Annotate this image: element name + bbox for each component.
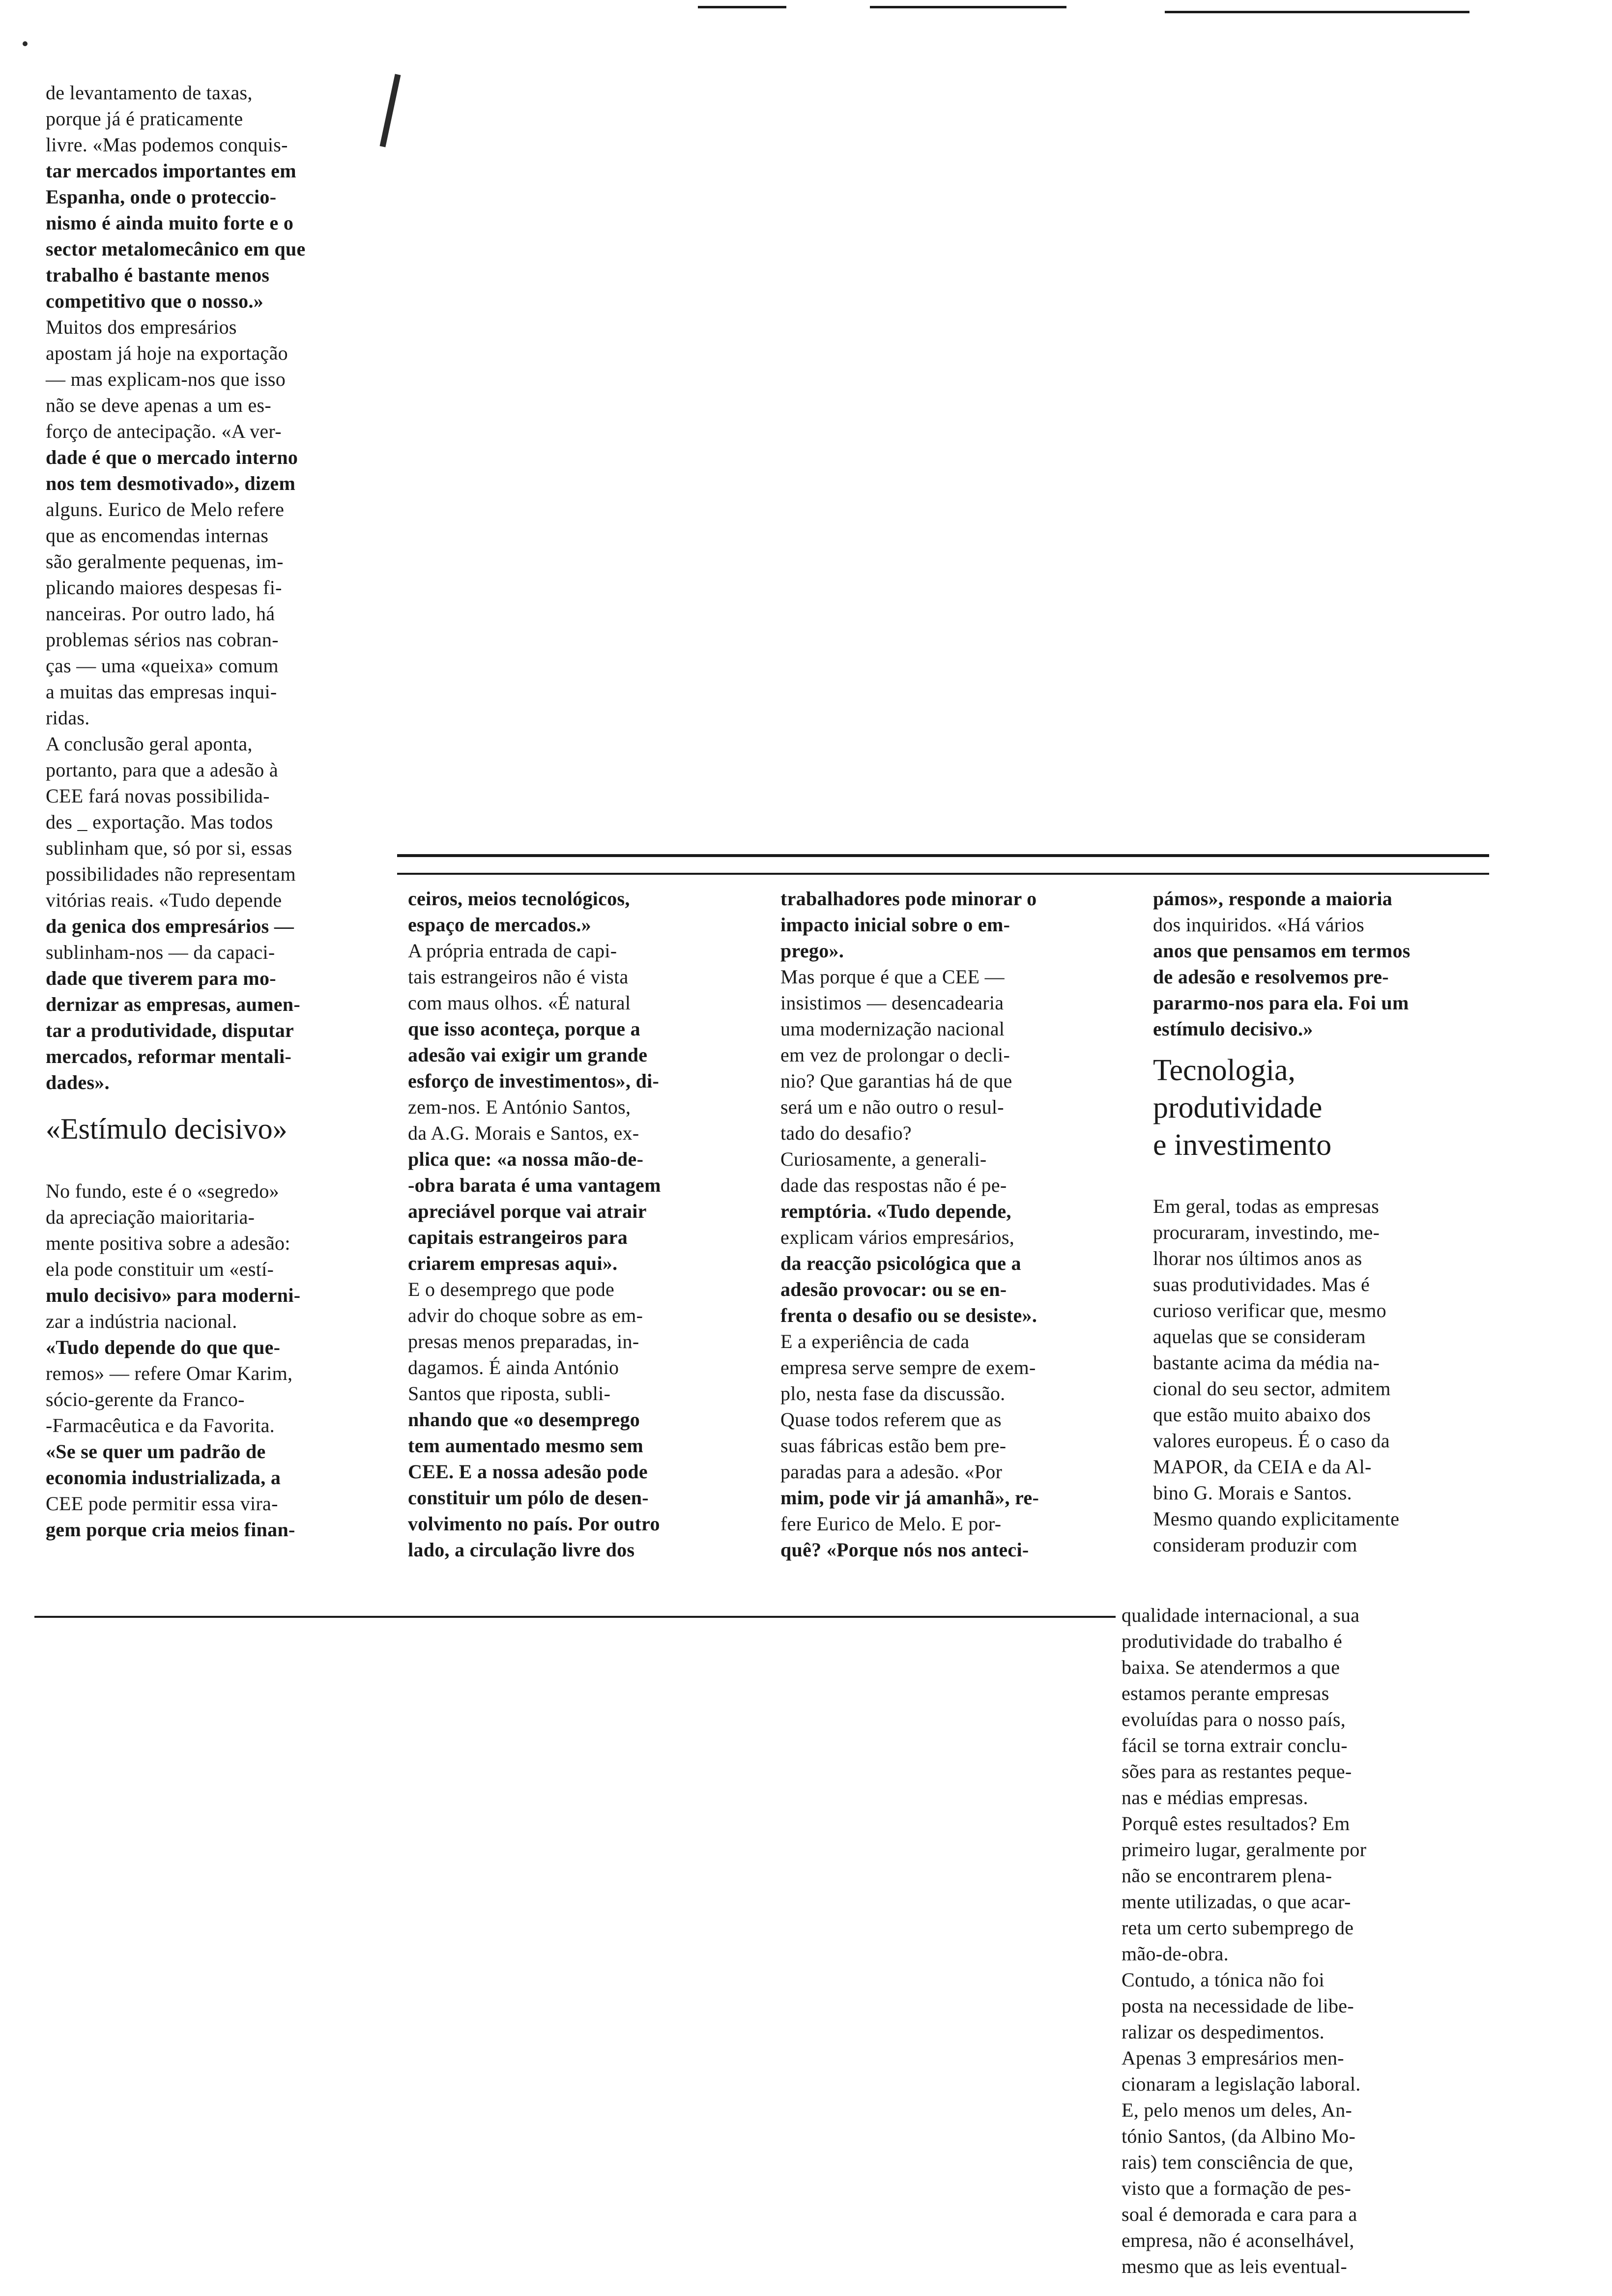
text-line: anos que pensamos em termos — [1153, 940, 1410, 962]
text-line: pararmo-nos para ela. Foi um — [1153, 992, 1409, 1014]
text-line: plo, nesta fase da discussão. — [780, 1382, 1006, 1405]
text-line: presas menos preparadas, in- — [408, 1330, 639, 1352]
text-line: CEE. E a nossa adesão pode — [408, 1461, 648, 1483]
column-3 — [780, 886, 1120, 1563]
col4c-text — [1122, 1602, 1475, 2279]
text-line: plica que: «a nossa mão-de- — [408, 1148, 644, 1170]
col4b-text — [1153, 1193, 1507, 1558]
text-line: nas e médias empresas. — [1122, 1786, 1308, 1808]
text-line: -Farmacêutica e da Favorita. — [46, 1414, 275, 1436]
text-line: Quase todos referem que as — [780, 1408, 1002, 1431]
text-line: mão-de-obra. — [1122, 1943, 1229, 1965]
text-line: sublinham-nos — da capaci- — [46, 941, 275, 963]
text-line: zar a indústria nacional. — [46, 1310, 237, 1332]
text-line: estímulo decisivo.» — [1153, 1018, 1313, 1040]
text-line: ceiros, meios tecnológicos, — [408, 888, 630, 910]
column-2 — [408, 886, 742, 1563]
text-line: consideram produzir com — [1153, 1534, 1357, 1556]
heading2-line-1: Tecnologia, — [1153, 1054, 1296, 1087]
text-line: remptória. «Tudo depende, — [780, 1200, 1011, 1222]
text-line: soal é demorada e cara para a — [1122, 2203, 1357, 2225]
text-line: portanto, para que a adesão à — [46, 759, 278, 781]
bottom-rule — [34, 1616, 1116, 1618]
text-line: A própria entrada de capi- — [408, 940, 617, 962]
text-line: Mas porque é que a CEE — — [780, 966, 1005, 988]
text-line: Contudo, a tónica não foi — [1122, 1969, 1324, 1991]
text-line: qualidade internacional, a sua — [1122, 1604, 1360, 1626]
column-4-continued — [1122, 1602, 1475, 2279]
text-line: trabalhadores pode minorar o — [780, 888, 1037, 910]
text-line: estamos perante empresas — [1122, 1682, 1329, 1704]
text-line: ela pode constituir um «estí- — [46, 1258, 274, 1280]
text-line: Santos que riposta, subli- — [408, 1382, 611, 1405]
col4a-text — [1153, 886, 1507, 1042]
text-line: Muitos dos empresários — [46, 316, 237, 338]
text-line: dade é que o mercado interno — [46, 446, 298, 468]
text-line: será um e não outro o resul- — [780, 1096, 1004, 1118]
column-4 — [1153, 886, 1507, 1558]
text-line: mim, pode vir já amanhã», re- — [780, 1487, 1039, 1509]
text-line: trabalho é bastante menos — [46, 264, 270, 286]
text-line: CEE fará novas possibilida- — [46, 785, 270, 807]
text-line: sócio-gerente da Franco- — [46, 1388, 245, 1410]
heading-estimulo-decisivo: «Estímulo decisivo» — [46, 1113, 288, 1145]
text-line: nos tem desmotivado», dizem — [46, 472, 296, 494]
text-line: mesmo que as leis eventual- — [1122, 2255, 1348, 2277]
text-line: explicam vários empresários, — [780, 1226, 1015, 1248]
text-line: No fundo, este é o «segredo» — [46, 1180, 279, 1202]
text-line: são geralmente pequenas, im- — [46, 550, 284, 573]
text-line: adesão vai exigir um grande — [408, 1044, 648, 1066]
text-line: Porquê estes resultados? Em — [1122, 1812, 1350, 1835]
text-line: fere Eurico de Melo. E por- — [780, 1513, 1002, 1535]
text-line: tado do desafio? — [780, 1122, 912, 1144]
text-line: dade das respostas não é pe- — [780, 1174, 1007, 1196]
text-line: criarem empresas aqui». — [408, 1252, 618, 1274]
text-line: em vez de prolongar o decli- — [780, 1044, 1010, 1066]
text-line: reta um certo subemprego de — [1122, 1917, 1354, 1939]
text-line: tónio Santos, (da Albino Mo- — [1122, 2125, 1356, 2147]
text-line: alguns. Eurico de Melo refere — [46, 498, 285, 520]
text-line: economia industrializada, a — [46, 1466, 281, 1489]
text-line: sublinham que, só por si, essas — [46, 837, 292, 859]
text-line: lado, a circulação livre dos — [408, 1539, 635, 1561]
text-line: da A.G. Morais e Santos, ex- — [408, 1122, 639, 1144]
text-line: dagamos. É ainda António — [408, 1356, 619, 1378]
col3-text — [780, 886, 1120, 1563]
text-line: mercados, reformar mentali- — [46, 1045, 292, 1067]
text-line: ças — uma «queixa» comum — [46, 655, 279, 677]
text-line: gem porque cria meios finan- — [46, 1519, 295, 1541]
text-line: aquelas que se consideram — [1153, 1325, 1366, 1348]
text-line: zem-nos. E António Santos, — [408, 1096, 631, 1118]
text-line: que as encomendas internas — [46, 524, 269, 546]
text-line: baixa. Se atendermos a que — [1122, 1656, 1340, 1678]
text-line: produtividade do trabalho é — [1122, 1630, 1343, 1652]
text-line: da genica dos empresários — — [46, 915, 294, 937]
text-line: E a experiência de cada — [780, 1330, 970, 1352]
text-line: cionaram a legislação laboral. — [1122, 2073, 1361, 2095]
text-line: nio? Que garantias há de que — [780, 1070, 1012, 1092]
text-line: tais estrangeiros não é vista — [408, 966, 629, 988]
top-rule-3 — [1165, 11, 1469, 13]
text-line: — mas explicam-nos que isso — [46, 368, 286, 390]
text-line: visto que a formação de pes- — [1122, 2177, 1352, 2199]
text-line: pámos», responde a maioria — [1153, 888, 1393, 910]
text-line: competitivo que o nosso.» — [46, 290, 264, 312]
section-rule-upper — [397, 854, 1489, 857]
text-line: empresa serve sempre de exem- — [780, 1356, 1036, 1378]
text-line: «Tudo depende do que que- — [46, 1336, 281, 1358]
text-line: Espanha, onde o proteccio- — [46, 186, 277, 208]
text-line: que estão muito abaixo dos — [1153, 1404, 1371, 1426]
text-line: mente utilizadas, o que acar- — [1122, 1891, 1351, 1913]
text-line: apreciável porque vai atrair — [408, 1200, 647, 1222]
heading2-line-3: e investimento — [1153, 1128, 1332, 1162]
text-line: A conclusão geral aponta, — [46, 733, 253, 755]
text-line: fácil se torna extrair conclu- — [1122, 1734, 1348, 1756]
text-line: des _ exportação. Mas todos — [46, 811, 273, 833]
col2-text — [408, 886, 742, 1563]
col1-text — [46, 80, 380, 1095]
text-line: da apreciação maioritaria- — [46, 1206, 255, 1228]
text-line: tar mercados importantes em — [46, 160, 296, 182]
text-line: rais) tem consciência de que, — [1122, 2151, 1353, 2173]
text-line: tar a produtividade, disputar — [46, 1019, 294, 1041]
text-line: valores europeus. É o caso da — [1153, 1430, 1390, 1452]
text-line: Curiosamente, a generali- — [780, 1148, 987, 1170]
text-line: insistimos — desencadearia — [780, 992, 1004, 1014]
corner-mark — [23, 41, 28, 46]
text-line: nanceiras. Por outro lado, há — [46, 603, 275, 625]
text-line: primeiro lugar, geralmente por — [1122, 1838, 1367, 1861]
text-line: da reacção psicológica que a — [780, 1252, 1021, 1274]
text-line: bastante acima da média na- — [1153, 1351, 1380, 1374]
text-line: não se deve apenas a um es- — [46, 394, 272, 416]
text-line: dade que tiverem para mo- — [46, 967, 276, 989]
text-line: adesão provocar: ou se en- — [780, 1278, 1007, 1300]
text-line: problemas sérios nas cobran- — [46, 629, 279, 651]
section-rule-lower — [397, 873, 1489, 875]
text-line: plicando maiores despesas fi- — [46, 576, 282, 599]
text-line: livre. «Mas podemos conquis- — [46, 134, 288, 156]
heading2-line-2: produtividade — [1153, 1091, 1323, 1124]
text-line: constituir um pólo de desen- — [408, 1487, 649, 1509]
text-line: quê? «Porque nós nos anteci- — [780, 1539, 1029, 1561]
text-line: a muitas das empresas inqui- — [46, 681, 277, 703]
text-line: bino G. Morais e Santos. — [1153, 1482, 1352, 1504]
column-1 — [46, 80, 380, 1543]
text-line: advir do choque sobre as em- — [408, 1304, 643, 1326]
text-line: mulo decisivo» para moderni- — [46, 1284, 301, 1306]
col1b-text — [46, 1178, 380, 1543]
text-line: apostam já hoje na exportação — [46, 342, 288, 364]
text-line: não se encontrarem plena- — [1122, 1865, 1332, 1887]
top-rule-1 — [698, 6, 786, 8]
text-line: vitórias reais. «Tudo depende — [46, 889, 282, 911]
text-line: remos» — refere Omar Karim, — [46, 1362, 293, 1384]
text-line: MAPOR, da CEIA e da Al- — [1153, 1456, 1372, 1478]
text-line: lhorar nos últimos anos as — [1153, 1247, 1362, 1269]
text-line: nhando que «o desemprego — [408, 1408, 640, 1431]
text-line: ralizar os despedimentos. — [1122, 2021, 1324, 2043]
text-line: dernizar as empresas, aumen- — [46, 993, 300, 1015]
margin-stroke — [380, 74, 401, 147]
text-line: mente positiva sobre a adesão: — [46, 1232, 290, 1254]
text-line: forço de antecipação. «A ver- — [46, 420, 282, 442]
text-line: E, pelo menos um deles, An- — [1122, 2099, 1353, 2121]
text-line: «Se se quer um padrão de — [46, 1440, 266, 1463]
text-line: de levantamento de taxas, — [46, 82, 253, 104]
text-line: CEE pode permitir essa vira- — [46, 1492, 278, 1515]
text-line: porque já é praticamente — [46, 108, 243, 130]
top-rule-2 — [870, 6, 1066, 8]
text-line: dos inquiridos. «Há vários — [1153, 914, 1364, 936]
text-line: Apenas 3 empresários men- — [1122, 2047, 1344, 2069]
text-line: ridas. — [46, 707, 90, 729]
text-line: possibilidades não representam — [46, 863, 296, 885]
text-line: esforço de investimentos», di- — [408, 1070, 660, 1092]
text-line: volvimento no país. Por outro — [408, 1513, 660, 1535]
text-line: que isso aconteça, porque a — [408, 1018, 640, 1040]
text-line: suas fábricas estão bem pre- — [780, 1435, 1007, 1457]
text-line: frenta o desafio ou se desiste». — [780, 1304, 1037, 1326]
text-line: sector metalomecânico em que — [46, 238, 306, 260]
text-line: Em geral, todas as empresas — [1153, 1195, 1380, 1217]
text-line: suas produtividades. Mas é — [1153, 1273, 1370, 1295]
text-line: prego». — [780, 940, 844, 962]
text-line: espaço de mercados.» — [408, 914, 591, 936]
text-line: empresa, não é aconselhável, — [1122, 2229, 1354, 2251]
text-line: com maus olhos. «É natural — [408, 992, 631, 1014]
text-line: nismo é ainda muito forte e o — [46, 212, 294, 234]
text-line: Mesmo quando explicitamente — [1153, 1508, 1400, 1530]
text-line: impacto inicial sobre o em- — [780, 914, 1010, 936]
text-line: cional do seu sector, admitem — [1153, 1378, 1391, 1400]
text-line: curioso verificar que, mesmo — [1153, 1299, 1386, 1321]
text-line: dades». — [46, 1071, 110, 1093]
text-line: uma modernização nacional — [780, 1018, 1005, 1040]
text-line: de adesão e resolvemos pre- — [1153, 966, 1389, 988]
text-line: paradas para a adesão. «Por — [780, 1461, 1003, 1483]
text-line: E o desemprego que pode — [408, 1278, 615, 1300]
text-line: evoluídas para o nosso país, — [1122, 1708, 1346, 1730]
text-line: sões para as restantes peque- — [1122, 1760, 1352, 1782]
text-line: capitais estrangeiros para — [408, 1226, 628, 1248]
text-line: posta na necessidade de libe- — [1122, 1995, 1354, 2017]
heading-tecnologia — [1153, 1052, 1507, 1164]
text-line: -obra barata é uma vantagem — [408, 1174, 661, 1196]
text-line: procuraram, investindo, me- — [1153, 1221, 1380, 1243]
text-line: tem aumentado mesmo sem — [408, 1435, 644, 1457]
